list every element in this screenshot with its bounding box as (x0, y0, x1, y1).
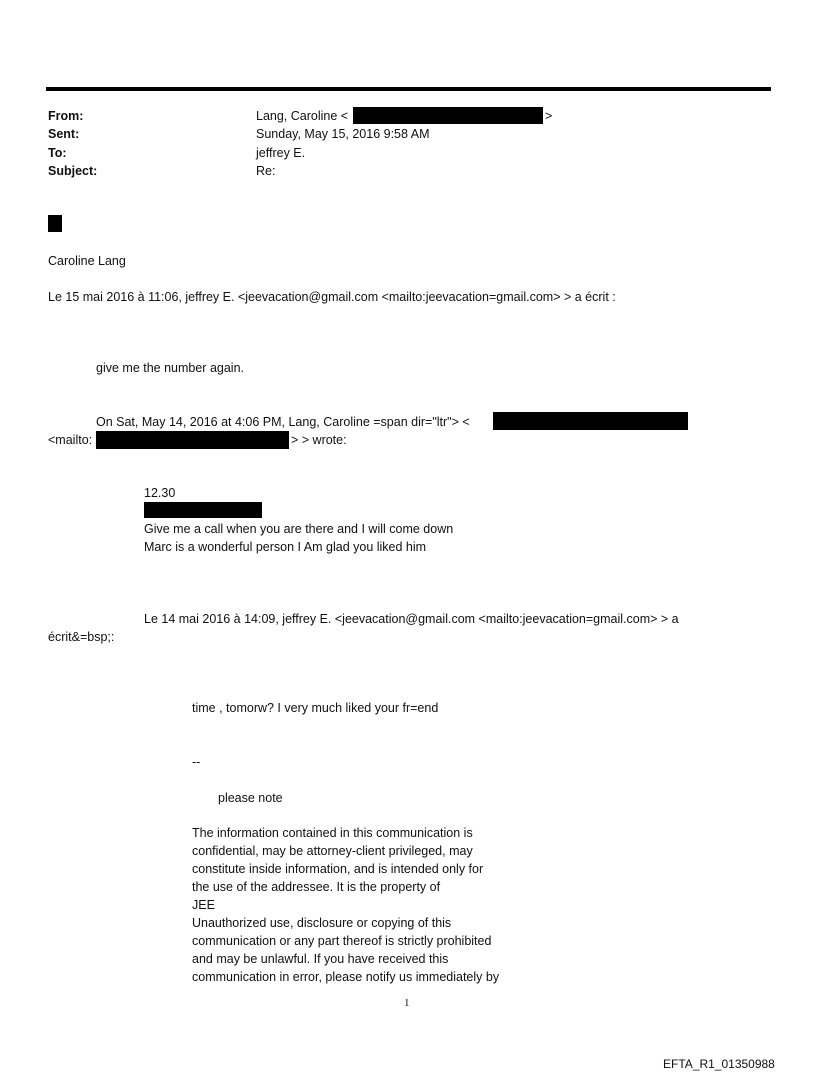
from-label: From: (48, 109, 84, 123)
header-rule (46, 87, 771, 91)
msg3: time , tomorw? I very much liked your fr=end (192, 701, 439, 715)
msg1: give me the number again. (96, 361, 245, 375)
disclaimer-line: constitute inside information, and is intended only for (192, 862, 484, 876)
please-note: please note (218, 791, 283, 805)
from-close: > (545, 109, 553, 123)
disclaimer-line: the use of the addressee. It is the property of (192, 880, 441, 894)
disclaimer-line: communication or any part thereof is strictly prohibited (192, 934, 492, 948)
redaction-from-email (353, 107, 543, 124)
from-value: Lang, Caroline < (256, 109, 349, 123)
subject-label: Subject: (48, 164, 98, 178)
quote3-header-line1: Le 14 mai 2016 à 14:09, jeffrey E. <jeevacation@gmail.com <mailto:jeevacation=gmail.com> > a (144, 612, 679, 626)
msg2-line2: Marc is a wonderful person I Am glad you liked him (144, 540, 427, 554)
page-number: 1 (404, 997, 410, 1009)
disclaimer-line: JEE (192, 898, 215, 912)
subject-value: Re: (256, 164, 276, 178)
redaction-quote2-mailto (96, 431, 289, 449)
quote1-header: Le 15 mai 2016 à 11:06, jeffrey E. <jeevacation@gmail.com <mailto:jeevacation=gmail.com> > a écrit : (48, 290, 616, 304)
signature-separator: -- (192, 755, 201, 769)
disclaimer-line: communication in error, please notify us immediately by (192, 970, 500, 984)
quote2-mailto-prefix: <mailto: (48, 433, 93, 447)
disclaimer-line: The information contained in this communication is (192, 826, 473, 840)
redaction-block (48, 215, 62, 232)
sent-label: Sent: (48, 127, 80, 141)
redaction-quote2-email (493, 412, 688, 430)
msg2-time: 12.30 (144, 486, 176, 500)
quote3-header-line2: écrit&=bsp;: (48, 630, 115, 644)
to-value: jeffrey E. (256, 146, 306, 160)
redaction-phone (144, 502, 262, 518)
quote2-mailto-suffix: > > wrote: (291, 433, 347, 447)
disclaimer-line: confidential, may be attorney-client privileged, may (192, 844, 473, 858)
msg2-line1: Give me a call when you are there and I will come down (144, 522, 454, 536)
signature: Caroline Lang (48, 254, 126, 268)
to-label: To: (48, 146, 67, 160)
disclaimer-line: Unauthorized use, disclosure or copying of this (192, 916, 452, 930)
sent-value: Sunday, May 15, 2016 9:58 AM (256, 127, 430, 141)
disclaimer-line: and may be unlawful. If you have received this (192, 952, 449, 966)
document-id: EFTA_R1_01350988 (663, 1057, 775, 1071)
quote2-header-line1: On Sat, May 14, 2016 at 4:06 PM, Lang, Caroline =span dir="ltr"> < (96, 415, 470, 429)
